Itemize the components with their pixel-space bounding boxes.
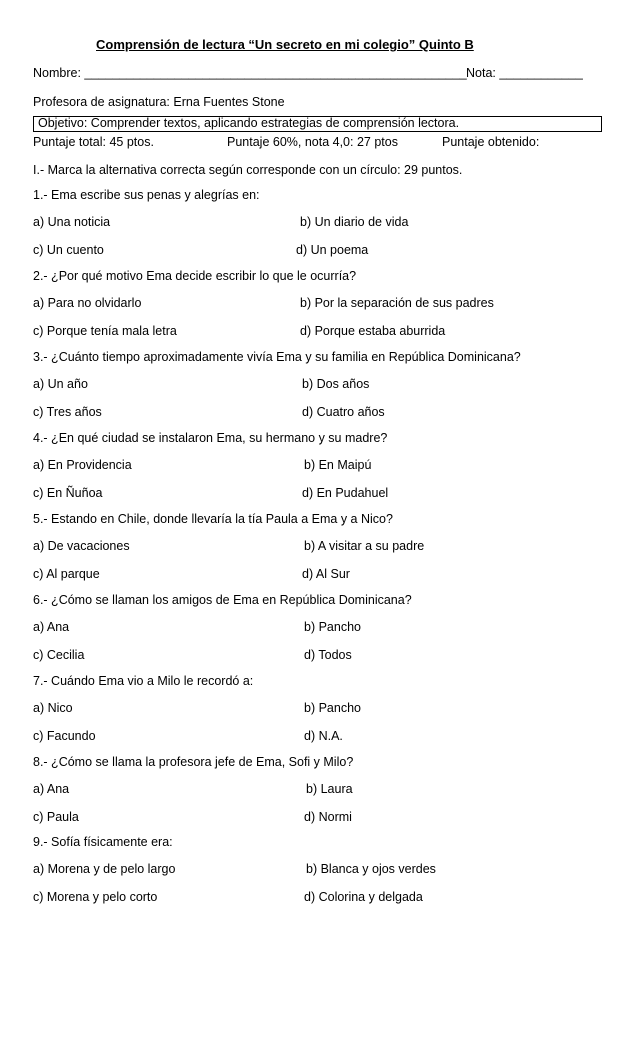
option-c: c) Porque tenía mala letra (33, 324, 177, 338)
option-b: b) Pancho (304, 701, 361, 715)
option-c: c) Facundo (33, 729, 96, 743)
option-c: c) Cecilia (33, 648, 85, 662)
question-text: 5.- Estando en Chile, donde llevaría la tía Paula a Ema y a Nico? (33, 512, 393, 526)
option-b: b) Dos años (302, 377, 370, 391)
option-b: b) Laura (306, 782, 353, 796)
question-text: 4.- ¿En qué ciudad se instalaron Ema, su hermano y su madre? (33, 431, 388, 445)
teacher-line: Profesora de asignatura: Erna Fuentes Stone (33, 95, 285, 109)
option-d: d) Un poema (296, 243, 369, 257)
name-line: Nombre: _______________________________________________________ (33, 66, 467, 80)
option-d: d) En Pudahuel (302, 486, 389, 500)
option-a: a) En Providencia (33, 458, 132, 472)
question-text: 3.- ¿Cuánto tiempo aproximadamente vivía Ema y su familia en República Dominicana? (33, 350, 521, 364)
option-d: d) Porque estaba aburrida (300, 324, 446, 338)
question-text: 9.- Sofía físicamente era: (33, 835, 173, 849)
option-d: d) Todos (304, 648, 352, 662)
option-b: b) Pancho (304, 620, 361, 634)
option-c: c) Paula (33, 810, 79, 824)
option-c: c) Morena y pelo corto (33, 890, 158, 904)
option-d: d) Al Sur (302, 567, 350, 581)
grade-line: Nota: ____________ (466, 66, 583, 80)
option-a: a) Un año (33, 377, 88, 391)
option-a: a) Nico (33, 701, 73, 715)
option-b: b) Por la separación de sus padres (300, 296, 494, 310)
option-c: c) Un cuento (33, 243, 104, 257)
option-a: a) Ana (33, 620, 70, 634)
option-b: b) Un diario de vida (300, 215, 409, 229)
option-b: b) Blanca y ojos verdes (306, 862, 436, 876)
option-d: d) Normi (304, 810, 352, 824)
question-text: 8.- ¿Cómo se llama la profesora jefe de Ema, Sofi y Milo? (33, 755, 354, 769)
question-text: 6.- ¿Cómo se llaman los amigos de Ema en República Dominicana? (33, 593, 412, 607)
objective-text: Objetivo: Comprender textos, aplicando estrategias de comprensión lectora. (38, 116, 460, 130)
option-c: c) Tres años (33, 405, 102, 419)
question-text: 7.- Cuándo Ema vio a Milo le recordó a: (33, 674, 254, 688)
obtained-score: Puntaje obtenido: (442, 135, 540, 149)
option-c: c) Al parque (33, 567, 100, 581)
option-b: b) En Maipú (304, 458, 372, 472)
option-a: a) Para no olvidarlo (33, 296, 142, 310)
section-instruction: I.- Marca la alternativa correcta según corresponde con un círculo: 29 puntos. (33, 163, 463, 177)
option-a: a) Ana (33, 782, 70, 796)
pass-score: Puntaje 60%, nota 4,0: 27 ptos (227, 135, 398, 149)
option-a: a) Una noticia (33, 215, 111, 229)
option-d: d) N.A. (304, 729, 343, 743)
option-d: d) Colorina y delgada (304, 890, 423, 904)
document-title: Comprensión de lectura “Un secreto en mi colegio” Quinto B (96, 37, 474, 52)
option-b: b) A visitar a su padre (304, 539, 425, 553)
option-a: a) Morena y de pelo largo (33, 862, 176, 876)
total-score: Puntaje total: 45 ptos. (33, 135, 154, 149)
option-a: a) De vacaciones (33, 539, 130, 553)
option-c: c) En Ñuñoa (33, 486, 103, 500)
option-d: d) Cuatro años (302, 405, 385, 419)
question-text: 1.- Ema escribe sus penas y alegrías en: (33, 188, 260, 202)
question-text: 2.- ¿Por qué motivo Ema decide escribir lo que le ocurría? (33, 269, 357, 283)
